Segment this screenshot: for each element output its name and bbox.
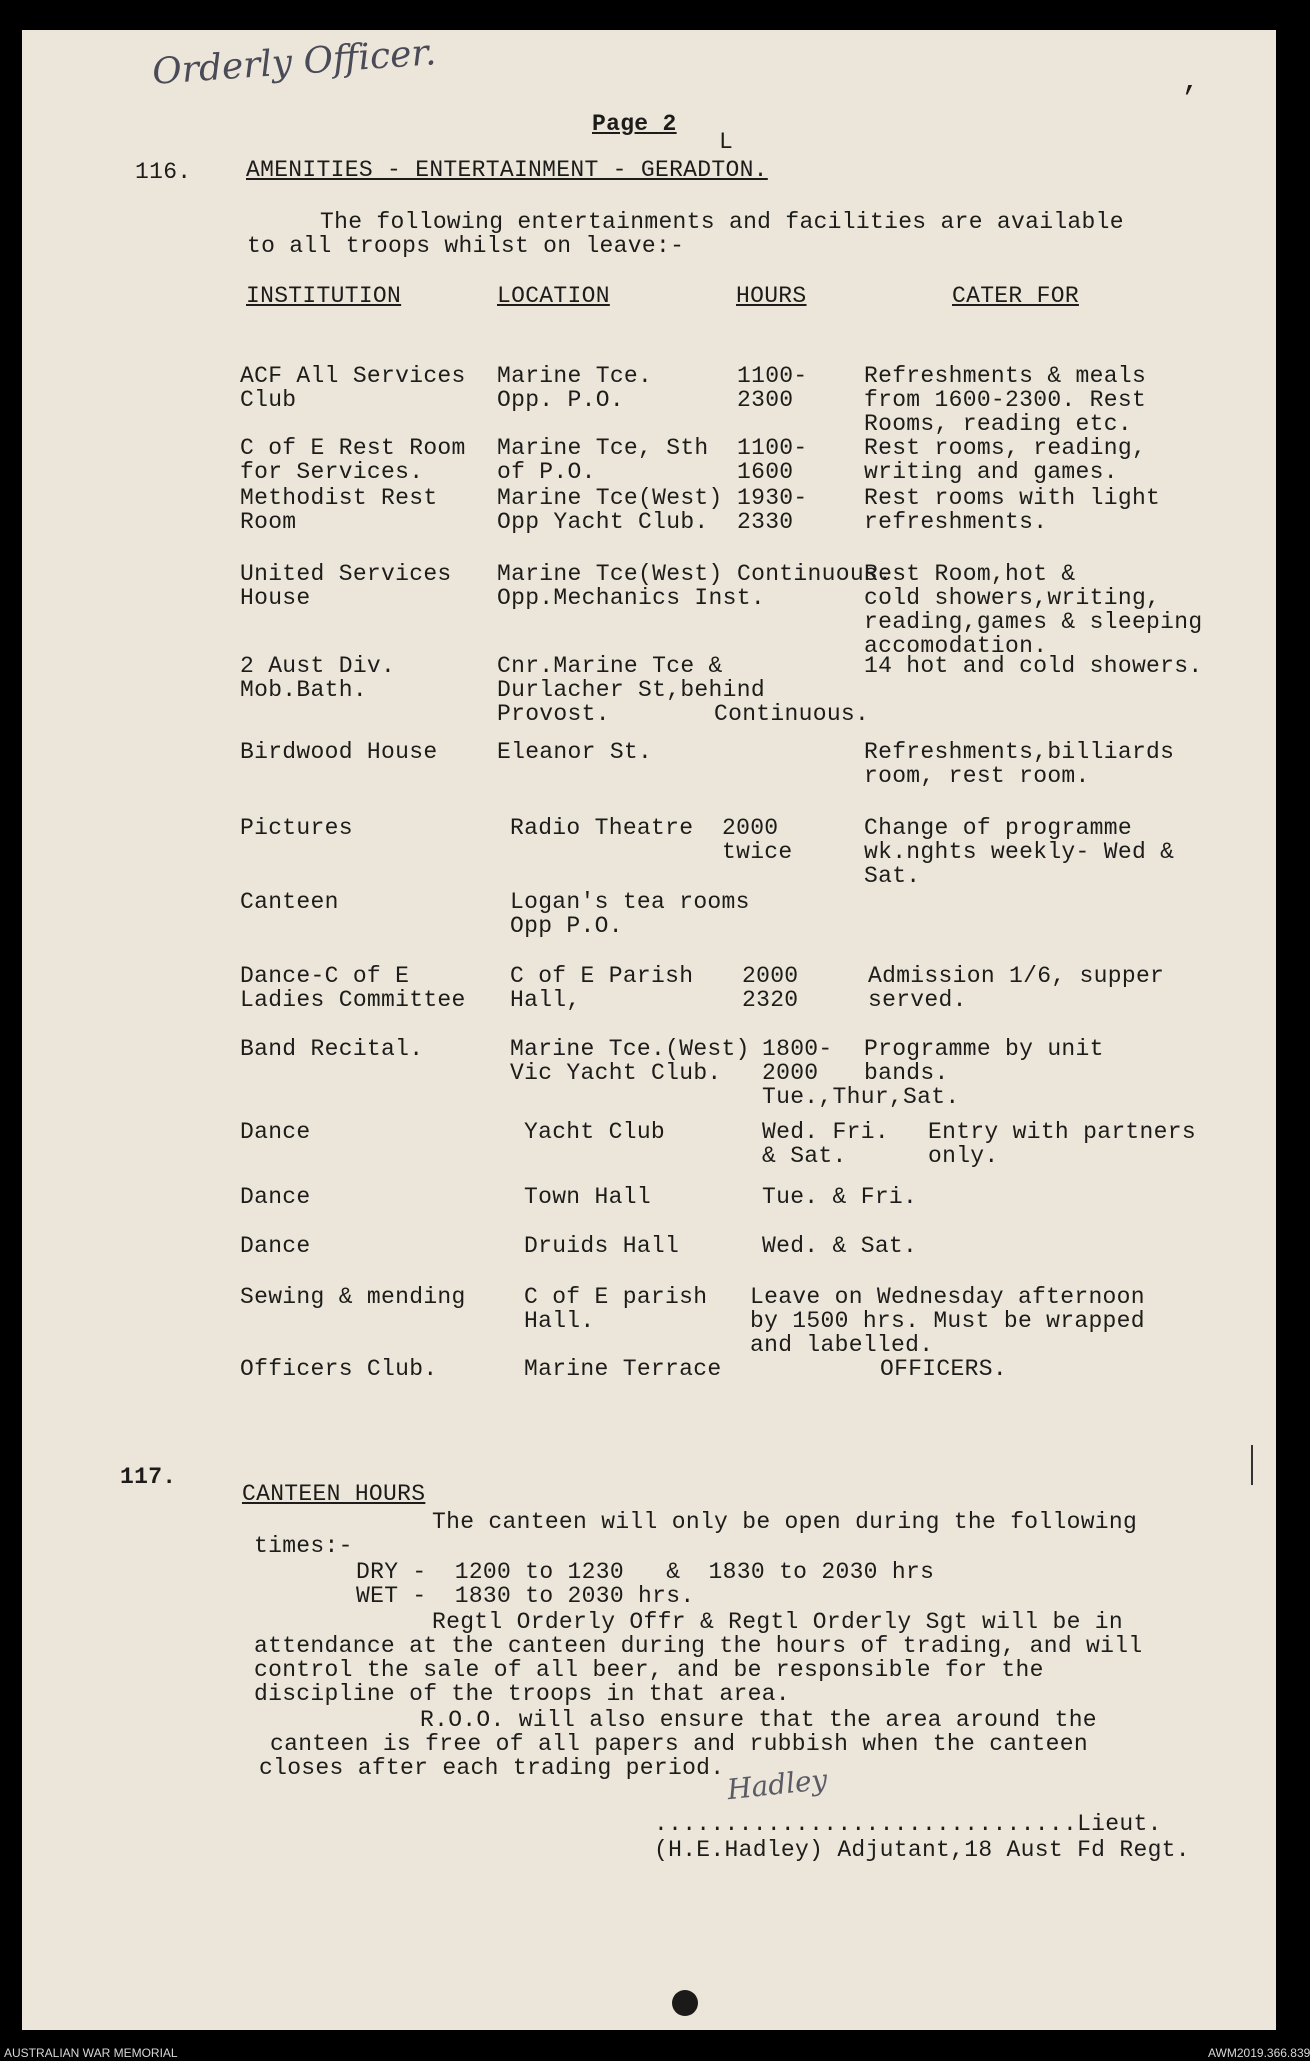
table-cell-hours: 2320 [742,987,799,1013]
table-cell-cater-for: Rest rooms with light [864,485,1161,511]
table-cell-hours: 1100- [737,435,808,461]
handwritten-note: Orderly Officer. [150,32,438,93]
canteen-dry-hours: DRY - 1200 to 1230 & 1830 to 2030 hrs [356,1559,935,1585]
table-cell-hours: Continuous. [714,701,870,727]
footer-right: AWM2019.366.839 [1208,2046,1310,2060]
table-cell-institution: Officers Club. [240,1356,438,1382]
table-cell-institution: Mob.Bath. [240,677,367,703]
table-cell-cater-for: Entry with partners [928,1119,1196,1145]
table-cell-location: Druids Hall [524,1233,680,1259]
table-cell-location: Marine Terrace [524,1356,722,1382]
table-cell-institution: Club [240,387,297,413]
table-cell-institution: Methodist Rest [240,485,438,511]
table-cell-location: Marine Tce, Sth [497,435,709,461]
signature-scrawl: Hadley [725,1762,829,1807]
table-cell-cater-for: reading,games & sleeping [864,609,1203,635]
table-cell-cater-for: accomodation. [864,633,1048,659]
table-cell-location: Logan's tea rooms [510,889,750,915]
table-cell-hours: and labelled. [750,1332,934,1358]
table-cell-cater-for: only. [928,1143,999,1169]
table-cell-location: Town Hall [524,1184,651,1210]
column-header-institution: INSTITUTION [246,283,402,309]
table-cell-cater-for: 14 hot and cold showers. [864,653,1203,679]
page-label: Page 2 [592,111,677,137]
table-cell-cater-for: Sat. [864,863,921,889]
table-cell-hours: 2000 [762,1060,819,1086]
canteen-para-1-line-4: discipline of the troops in that area. [254,1681,790,1707]
canteen-para-1-line-3: control the sale of all beer, and be responsible for the [254,1657,1044,1683]
table-cell-location: Marine Tce(West) [497,485,723,511]
table-cell-hours: Continuous. [737,561,893,587]
table-cell-cater-for: refreshments. [864,509,1048,535]
table-cell-location: Cnr.Marine Tce & [497,653,723,679]
table-cell-cater-for: room, rest room. [864,763,1090,789]
table-cell-hours: 1600 [737,459,794,485]
table-cell-hours: 1800- [762,1036,833,1062]
table-cell-institution: Dance [240,1233,311,1259]
table-cell-location: of P.O. [497,459,596,485]
section-116-number: 116. [135,159,192,185]
table-cell-location: Vic Yacht Club. [510,1060,722,1086]
table-cell-cater-for: Rest rooms, reading, [864,435,1147,461]
table-cell-institution: Sewing & mending [240,1284,466,1310]
table-cell-cater-for: Admission 1/6, supper [868,963,1165,989]
table-cell-location: Durlacher St,behind [497,677,765,703]
signature-name-line: (H.E.Hadley) Adjutant,18 Aust Fd Regt. [654,1837,1190,1863]
table-cell-cater-for: OFFICERS. [880,1356,1007,1382]
section-117-heading: CANTEEN HOURS [242,1481,426,1507]
column-header-cater-for: CATER FOR [952,283,1079,309]
table-cell-location: C of E Parish [510,963,694,989]
canteen-line-2: times:- [254,1533,353,1559]
table-cell-hours: Wed. & Sat. [762,1233,918,1259]
table-cell-location: Marine Tce. [497,363,653,389]
table-cell-cater-for: Refreshments,billiards [864,739,1175,765]
table-cell-hours: 2000 [722,815,779,841]
table-cell-cater-for: Programme by unit [864,1036,1104,1062]
table-cell-institution: for Services. [240,459,424,485]
canteen-para-1-line-2: attendance at the canteen during the hours of trading, and will [254,1633,1143,1659]
table-cell-cater-for: Rooms, reading etc. [864,411,1132,437]
table-cell-hours: Wed. Fri. [762,1119,889,1145]
table-cell-hours: 1930- [737,485,808,511]
punch-hole [672,1990,698,2016]
table-cell-institution: 2 Aust Div. [240,653,396,679]
table-cell-institution: Dance [240,1184,311,1210]
footer-left: AUSTRALIAN WAR MEMORIAL [4,2046,178,2060]
column-header-hours: HOURS [736,283,807,309]
table-cell-hours: Leave on Wednesday afternoon [750,1284,1145,1310]
section-117-number: 117. [120,1464,177,1490]
table-cell-cater-for: wk.nghts weekly- Wed & [864,839,1175,865]
table-cell-cater-for: Rest Room,hot & [864,561,1076,587]
table-cell-institution: Room [240,509,297,535]
table-cell-institution: ACF All Services [240,363,466,389]
table-cell-institution: C of E Rest Room [240,435,466,461]
document-page [22,30,1276,2030]
table-cell-location: Marine Tce.(West) [510,1036,750,1062]
canteen-para-2-line-3: closes after each trading period. [259,1755,725,1781]
table-cell-institution: Ladies Committee [240,987,466,1013]
table-cell-location: Provost. [497,701,610,727]
table-cell-hours: 1100- [737,363,808,389]
table-cell-institution: House [240,585,311,611]
table-cell-institution: Pictures [240,815,353,841]
table-cell-hours: twice [722,839,793,865]
table-cell-location: Opp Yacht Club. [497,509,709,535]
canteen-wet-hours: WET - 1830 to 2030 hrs. [356,1583,695,1609]
intro-line-1: The following entertainments and facilities are available [320,209,1124,235]
table-cell-hours: Tue. & Fri. [762,1184,918,1210]
table-cell-cater-for: Change of programme [864,815,1132,841]
table-cell-hours: 2000 [742,963,799,989]
table-cell-institution: Dance-C of E [240,963,410,989]
table-cell-location: Opp.Mechanics Inst. [497,585,765,611]
table-cell-hours: by 1500 hrs. Must be wrapped [750,1308,1145,1334]
table-cell-cater-for: cold showers,writing, [864,585,1161,611]
table-cell-institution: Dance [240,1119,311,1145]
table-cell-institution: Canteen [240,889,339,915]
canteen-para-2-line-1: R.O.O. will also ensure that the area around the [420,1707,1097,1733]
table-cell-location: Opp P.O. [510,913,623,939]
canteen-para-1-line-1: Regtl Orderly Offr & Regtl Orderly Sgt will be in [432,1609,1124,1635]
table-cell-institution: Birdwood House [240,739,438,765]
table-cell-cater-for: writing and games. [864,459,1118,485]
table-cell-hours: 2300 [737,387,794,413]
column-header-location: LOCATION [497,283,610,309]
intro-line-2: to all troops whilst on leave:- [247,233,685,259]
table-cell-location: Marine Tce(West) [497,561,723,587]
table-cell-institution: Band Recital. [240,1036,424,1062]
corner-tick: , [1182,65,1201,99]
margin-mark [1251,1445,1253,1485]
section-116-heading: AMENITIES - ENTERTAINMENT - GERADTON. [246,157,768,183]
canteen-line-1: The canteen will only be open during the following [432,1509,1138,1535]
table-cell-location: Radio Theatre [510,815,694,841]
table-cell-cater-for: served. [868,987,967,1013]
table-cell-location: C of E parish [524,1284,708,1310]
table-cell-location: Hall, [510,987,581,1013]
table-cell-location: Yacht Club [524,1119,666,1145]
table-cell-location: Eleanor St. [497,739,653,765]
table-cell-cater-for: bands. [864,1060,949,1086]
table-cell-cater-for: from 1600-2300. Rest [864,387,1147,413]
canteen-para-2-line-2: canteen is free of all papers and rubbish when the canteen [270,1731,1088,1757]
corner-mark: L [719,129,734,155]
table-cell-hours: Tue.,Thur,Sat. [762,1084,960,1110]
table-cell-location: Opp. P.O. [497,387,624,413]
table-cell-hours: 2330 [737,509,794,535]
table-cell-cater-for: Refreshments & meals [864,363,1147,389]
table-cell-institution: United Services [240,561,452,587]
table-cell-location: Hall. [524,1308,595,1334]
table-cell-hours: & Sat. [762,1143,847,1169]
signature-dots-line: ..............................Lieut. [654,1811,1162,1837]
